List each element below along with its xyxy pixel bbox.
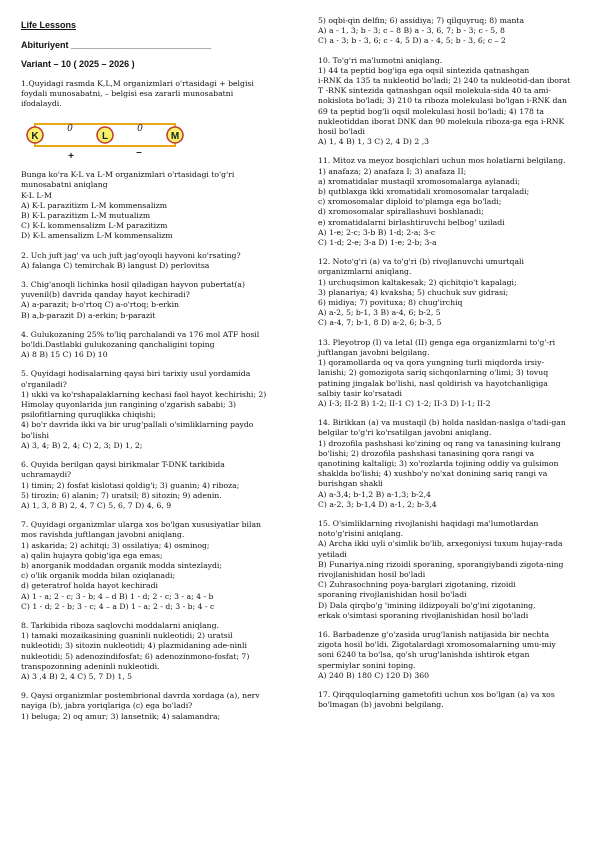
question-line: yuvenil(b) davrida qanday hayot kechiradi? [21,290,190,300]
question-text: 15. O'simliklarning rivojlanishi haqidagi ma'lumotlardan [318,518,539,528]
question-line: C) 1-d; 2-e; 3-a D) 1-e; 2-b; 3-a [318,238,437,248]
question-line: uchramaydi? [21,470,72,480]
question-text: 11. Mitoz va meyoz bosqichlari uchun mos holatlarni belgilang. [318,156,566,166]
question-text: 3. Chig'anoqli lichinka hosil qiladigan hayvon pubertat(a) [21,280,246,290]
left-questions [21,79,279,722]
right-questions [318,16,580,710]
question-line: bo'lishi [21,430,49,440]
question-line: a) qalin hujayra qobig'iga ega emas; [21,550,163,560]
question-line: lanishi; 2) gomozigota sariq sichqonlarning o'limi; 3) tovuq [318,368,549,378]
question-line: nukleotidi; 5) adenozindifosfat; 6) adenozinmono-fosfat; 7) [21,651,250,661]
question-line: 4) bo'r davrida ikki va bir urug'pallali o'simliklarning paydo [21,420,254,430]
question-block [318,56,580,148]
question-line: A) 1-e; 2-c; 3-b B) 1-d; 2-a; 3-c [318,227,436,237]
question-line: A) falanga C) temirchak B) langust D) perlovitsa [21,260,210,270]
question-block [318,690,580,710]
question-line: belgilar to'g'ri ko'rsatilgan javobni aniqlang. [318,428,492,438]
question-line: foydali munosabatni, – belgisi esa zararli munosabatni [21,88,234,98]
question-line: nukleotiddan iborat DNK dan 90 molekula riboza-ga ega i-RNK [318,116,565,126]
question-line: d) geteratrof holda hayot kechiradi [21,581,158,591]
question-line: A) K-L parazitizm L-M kommensalizm [21,200,168,210]
question-line: 69 ta peptid bog'li oqsil molekulasi hosil bo'ladi; 4) 178 ta [318,106,544,116]
node-k-label: K [31,131,39,143]
question-block [21,170,279,241]
question-line: 1) urchuqsimon kaltakesak; 2) qichitqio't kapalagi; [318,277,517,287]
question-text: 2. Uch juft jag' va uch juft jag'oyoqli hayvoni ko'rsating? [21,250,241,260]
left-column [21,16,279,731]
question-text: 14. Birikkan (a) va mustaqil (b) holda nasldan-naslga o'tadi-gan [318,418,566,428]
question-line: 1) drozofila pashshasi ko'zining oq rang va tanasining kulrang [318,438,561,448]
question-block [318,156,580,248]
question-line: c) o'lik organik modda bilan oziqlanadi; [21,571,176,581]
edge-label-1: 0 [67,124,73,135]
relationship-diagram-svg [21,118,191,166]
question-block [318,418,580,510]
question-text: 16. Barbadenze g'o'zasida urug'lanish natijasida bir nechta [318,629,550,639]
question-line: A) I-3; II-2 B) 1-2; II-1 C) 1-2; II-3 D) I-1; II-2 [318,398,491,408]
student-line: Abituriyent ____________________________ [21,40,212,51]
question-line: C) 1 - d; 2 - b; 3 - c; 4 – a D) 1 - a; 2 - d; 3 - b; 4 - c [21,601,215,611]
question-line: D) K-L amensalizm L-M kommensalizm [21,231,173,241]
question-line: A) 3, 4; B) 2, 4; C) 2, 3; D) 1, 2; [21,440,143,450]
question-text: 13. Pleyotrop (I) va letal (II) genga ega organizmlarni to'g'-ri [318,337,556,347]
right-column [318,16,580,719]
question-line: juftlangan javobni belgilang. [318,347,430,357]
question-block [318,519,580,621]
question-line: 1) askarida; 2) achitqi; 3) ossilatiya; 4) osminog; [21,540,210,550]
question-line: erkak o'simtasi sporaning rivojlanishidan hosil bo'ladi [318,610,529,620]
question-line: zigota hosil bo'ldi. Zigotalardagi xromosomalarning umu-miy [318,640,556,650]
question-line: 1) tamaki mozaikasining guaninli nukleotidi; 2) uratsil [21,631,233,641]
question-line: ifodalaydi. [21,99,62,109]
question-text: Bunga ko'ra K-L va L-M organizmlari o'rtasidagi to'g'ri [21,170,235,180]
question-line: T -RNK sintezida qatnashgan oqsil molekula-sida 40 ta ami- [318,86,551,96]
question-line: qanotining kaltaligi; 3) xo'rozlarda tojining oddiy va gulsimon [318,458,559,468]
variant-heading: Variant – 10 ( 2025 – 2026 ) [21,59,135,70]
question-line: C) a-2, 3; b-1,4 D) a-1, 2; b-3,4 [318,499,437,509]
question-text: 12. Noto'g'ri (a) va to'g'ri (b) rivojlanuvchi umurtqali [318,257,524,267]
node-m-label: M [170,131,180,143]
question-line: c) xromosomalar diploid to'plamga ega bo'ladi; [318,197,502,207]
question-line: 1) anafaza; 2) anafaza I; 3) anafaza II; [318,166,467,176]
question-line: a) xromatidalar mustaqil xromosomalarga aylanadi; [318,176,521,186]
question-line: 3) planariya; 4) kvaksha; 5) chuchuk suv gidrasi; [318,287,509,297]
question-line: C) Zuhrasochning poya-barglari zigotaning, rizoidi [318,580,516,590]
question-line: psilofitlarning quruqlikka chiqishi; [21,410,156,420]
sign-2: – [136,147,142,159]
question-text: 6. Quyida berilgan qaysi birikmalar T-DNK tarkibida [21,460,225,470]
question-line: C) a - 3; b - 3, 6; c - 4, 5 D) a - 4, 5; b - 3, 6; c – 2 [318,36,506,46]
question-line: A) 3 ,4 B) 2, 4 C) 5, 7 D) 1, 5 [21,671,133,681]
question-line: C) a-4, 7; b-1, 8 D) a-2, 6; b-3, 5 [318,318,442,328]
question-line: bo'ldi.Dastlabki gulukozaning qanchaligini toping [21,340,215,350]
relationship-diagram [21,118,191,166]
question-line: 1) qoramollarda oq va qora yungning turli miqdorda irsiy- [318,358,545,368]
question-block [318,338,580,409]
question-line: bo'lishi; 2) drozofila pashshasi tanasining qora rangi va [318,448,535,458]
question-text: 5) oqbi-qin delfin; 6) assidiya; 7) qilquyruq; 8) manta [318,16,525,25]
question-line: noto'g'risini aniqlang. [318,529,404,539]
question-line: transpozonning adeninli nukleotidi. [21,661,160,671]
question-line: 1) beluga; 2) oq amur; 3) lansetnik; 4) salamandra; [21,711,221,721]
question-line: nokislota bo'ladi; 3) 210 ta riboza molekulasi bo'lgan i-RNK dan [318,96,567,106]
question-line: d) xromosomalar spirallashuvi boshlanadi; [318,207,484,217]
question-line: mos ravishda juftlangan javobni aniqlang. [21,530,185,540]
question-line: organizmlarni aniqlang. [318,267,412,277]
question-text: 10. To'g'ri ma'lumotni aniqlang. [318,55,443,65]
question-text: 7. Quyidagi organizmlar ularga xos bo'lgan xususiyatlar bilan [21,520,262,530]
question-line: Himolay quyonlarida jun rangining o'zgarish sababi; 3) [21,400,236,410]
question-line: K-L L-M [21,190,52,200]
question-block [318,16,580,47]
question-line: B) a,b-parazit D) a-erkin; b-parazit [21,310,156,320]
question-line: nayiga (b), jabra yoriqlariga (c) ega bo'ladi? [21,701,193,711]
sign-1: + [68,151,74,163]
question-line: A) a - 1, 3; b - 3; c – 8 B) a - 3, 6, 7; b - 3; c - 5, 8 [318,26,505,36]
question-line: A) 1 - a; 2 - c; 3 - b; 4 – d B) 1 - d; 2 - c; 3 - a; 4 - b [21,591,214,601]
question-line: D) Dala qirqbo'g 'imining ildizpoyali bo'g'ini zigotaning, [318,600,536,610]
question-line: A) 1, 3, 8 B) 2, 4, 7 C) 5, 6, 7 D) 4, 6, 9 [21,500,172,510]
question-line: A) Archa ikki uyli o'simlik bo'lib, arxegoniysi tuxum hujay-rada [318,539,563,549]
question-line: b) anorganik moddadan organik modda sintezlaydi; [21,560,222,570]
question-text: 17. Qirqquloqlarning gametofiti uchun xos bo'lgan (a) va xos [318,689,555,699]
question-block [318,630,580,681]
question-line: shaklda bo'lishi; 4) xushbo'y no'xat donining sariq rangi va [318,469,548,479]
question-line: patining jingalak bo'lishi, nasl qoldirish va hayotchanligiga [318,378,548,388]
question-line: sporaning rivojlanishidan hosil bo'ladi [318,590,467,600]
question-block [21,79,279,110]
question-block [21,520,279,612]
question-line: o'rganiladi? [21,379,67,389]
question-line: munosabatni aniqlang [21,180,108,190]
question-line: A) a-parazit; b-o'rtoq C) a-o'rtoq; b-erkin [21,300,179,310]
question-line: bo'lmagan (b) javobni belgilang. [318,700,444,710]
question-line: 1) ukki va ko'rshapalaklarning kechasi faol hayot kechirishi; 2) [21,389,267,399]
question-block [21,691,279,722]
question-block [318,257,580,328]
question-line: B) Funariya.ning rizoidi sporaning, sporangiybandi zigota-ning [318,559,564,569]
question-line: A) 8 B) 15 C) 16 D) 10 [21,350,108,360]
question-line: 1) 44 ta peptid bog'iga ega oqsil sintezida qatnashgan [318,65,530,75]
page-title: Life Lessons [21,20,77,30]
question-text: 5. Quyidagi hodisalarning qaysi biri tarixiy usul yordamida [21,369,251,379]
question-line: nukleotidi; 3) sitozin nukleotidi; 4) plazmidaning ade-ninli [21,641,247,651]
question-line: A) 1, 4 B) 1, 3 C) 2, 4 D) 2 ,3 [318,137,430,147]
question-block [21,280,279,321]
question-block [21,369,279,451]
question-line: B) K-L parazitizm L-M mutualizm [21,211,151,221]
question-line: C) K-L kommensalizm L-M parazitizm [21,221,168,231]
question-line: soni 6240 ta bo'lsa, qo'sh urug'lanishda ishtirok etgan [318,650,530,660]
question-line: yetiladi [318,549,347,559]
question-block [21,621,279,682]
question-line: A) a-3,4; b-1,2 B) a-1,3; b-2,4 [318,489,431,499]
question-line: 1) timin; 2) fosfat kislotasi qoldig'i; 3) guanin; 4) riboza; [21,480,240,490]
question-line: e) xromatidalarni birlashtiruvchi belbog' uziladi [318,217,505,227]
question-line: salbiy tasir ko'rsatadi [318,388,403,398]
question-text: 4. Gulukozaning 25% to'liq parchalandi va 176 mol ATF hosil [21,329,260,339]
question-line: A) a-2, 5; b-1, 3 B) a-4, 6; b-2, 5 [318,308,441,318]
question-line: 5) tirozin; 6) alanin; 7) uratsil; 8) sitozin; 9) adenin. [21,490,222,500]
question-line: hosil bo'ladi [318,127,365,137]
question-line: 6) midiya; 7) povituxa; 8) chug'irchiq [318,298,463,308]
question-block [21,460,279,511]
question-block [21,251,279,271]
question-line: burishgan shakli [318,479,383,489]
question-text: 9. Qaysi organizmlar postembrional davrda xordaga (a), nerv [21,691,260,701]
question-block [21,330,279,361]
edge-label-2: 0 [137,124,143,135]
node-l-label: L [101,131,109,143]
question-line: b) qutblaxga ikki xromatidali xromosomalar tarqaladi; [318,187,530,197]
question-line: i-RNK da 135 ta nukleotid bo'ladi; 2) 240 ta nukleotid-dan iborat [318,76,571,86]
question-line: A) 240 B) 180 C) 120 D) 360 [318,670,430,680]
question-line: rivojlanishidan hosil bo'ladi [318,569,426,579]
question-line: spermiylar sonini toping. [318,660,416,670]
question-text: 8. Tarkibida riboza saqlovchi moddalarni aniqlang. [21,620,219,630]
question-text: 1.Quyidagi rasmda K,L,M organizmlari o'rtasidagi + belgisi [21,78,254,88]
